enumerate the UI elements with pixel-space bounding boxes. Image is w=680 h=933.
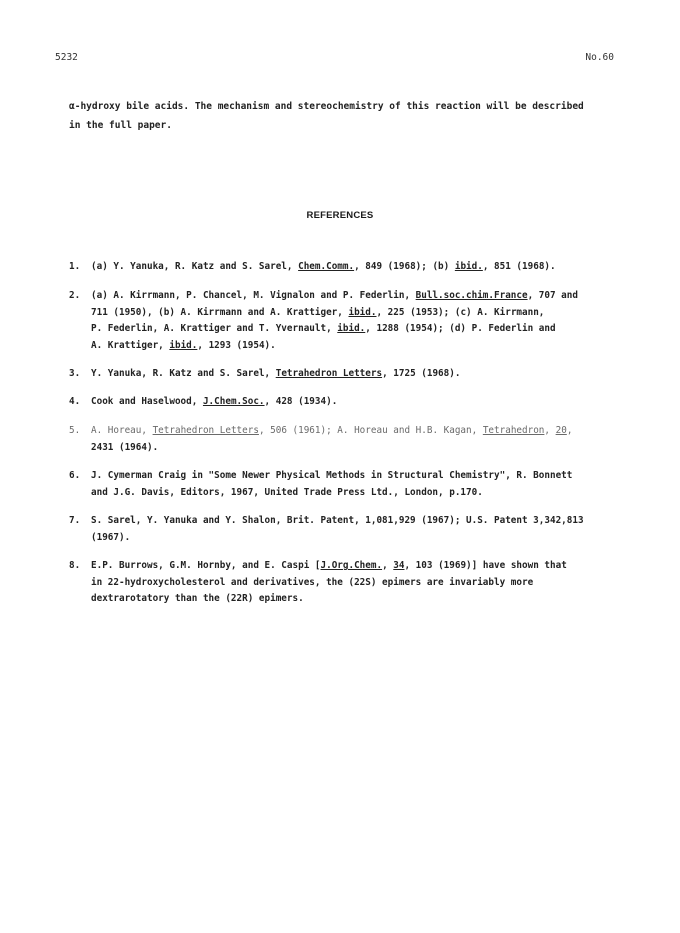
reference-line: Cook and Haselwood, J.Chem.Soc., 428 (1934). (91, 396, 338, 407)
reference-2 (69, 288, 614, 354)
reference-number: 1. (69, 261, 81, 272)
reference-line: A. Krattiger, ibid., 1293 (1954). (91, 339, 276, 351)
reference-8 (69, 558, 614, 608)
reference-5 (69, 423, 614, 456)
reference-line: P. Federlin, A. Krattiger and T. Yvernault, ibid., 1288 (1954); (d) P. Federlin and (91, 323, 556, 334)
reference-number: 4. (69, 396, 81, 407)
reference-line: J. Cymerman Craig in "Some Newer Physical Methods in Structural Chemistry", R. Bonnett (91, 470, 573, 481)
reference-number: 8. (69, 560, 81, 571)
reference-7 (69, 513, 614, 546)
reference-line: (a) Y. Yanuka, R. Katz and S. Sarel, Chem.Comm., 849 (1968); (b) ibid., 851 (1968). (91, 261, 556, 272)
reference-6 (69, 468, 614, 501)
reference-line: and J.G. Davis, Editors, 1967, United Trade Press Ltd., London, p.170. (91, 486, 483, 498)
body-line-2: in the full paper. (69, 120, 172, 131)
reference-number: 2. (69, 290, 81, 301)
reference-line: Y. Yanuka, R. Katz and S. Sarel, Tetrahedron Letters, 1725 (1968). (91, 368, 461, 379)
body-line-1: α-hydroxy bile acids. The mechanism and stereochemistry of this reaction will be described (69, 101, 584, 112)
reference-1 (69, 259, 614, 276)
reference-line: A. Horeau, Tetrahedron Letters, 506 (1961); A. Horeau and H.B. Kagan, Tetrahedron, 20, (91, 425, 573, 436)
reference-line: E.P. Burrows, G.M. Hornby, and E. Caspi [J.Org.Chem., 34, 103 (1969)] have shown that (91, 560, 567, 571)
reference-number: 5. (69, 425, 81, 436)
reference-3 (69, 366, 614, 383)
reference-line: dextrarotatory than the (22R) epimers. (91, 593, 304, 604)
reference-4 (69, 394, 614, 411)
page-number: 5232 (55, 52, 78, 63)
reference-line: 711 (1950), (b) A. Kirrmann and A. Krattiger, ibid., 225 (1953); (c) A. Kirrmann, (91, 306, 545, 318)
journal-issue-number: No.60 (585, 52, 614, 63)
reference-number: 6. (69, 470, 81, 481)
reference-line: (1967). (91, 531, 131, 543)
reference-line: (a) A. Kirrmann, P. Chancel, M. Vignalon and P. Federlin, Bull.soc.chim.France, 707 and (91, 290, 578, 301)
reference-line: 2431 (1964). (91, 441, 159, 453)
reference-line: S. Sarel, Y. Yanuka and Y. Shalon, Brit. Patent, 1,081,929 (1967); U.S. Patent 3,342,813 (91, 515, 584, 526)
reference-number: 7. (69, 515, 81, 526)
body-paragraph (69, 97, 629, 135)
references-heading: REFERENCES (306, 210, 374, 221)
reference-number: 3. (69, 368, 81, 379)
reference-line: in 22-hydroxycholesterol and derivatives, the (22S) epimers are invariably more (91, 576, 534, 588)
